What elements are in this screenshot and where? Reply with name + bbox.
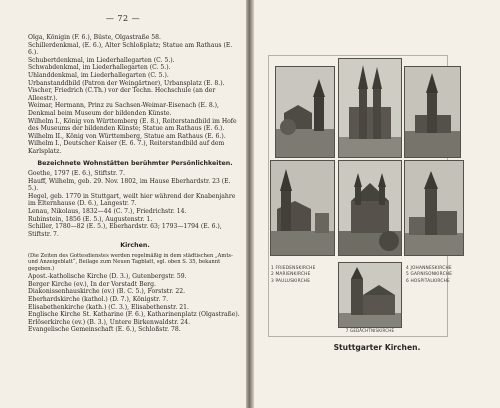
church-photo-7: [338, 262, 402, 328]
monument-entry: Schillerdenkmal, (E. 6.), Alter Schloßplatz; Statue am Rathaus (E. 6.).: [28, 41, 233, 57]
church-label-7: 7 GEDÄCHTNISKIRCHE: [345, 328, 395, 333]
monument-entry: Wilhelm I., König von Württemberg (E. 8.), Reiterstandbild im Hofe des Museums der bildenden Künste; Statue am Rathaus (E. 6.).: [28, 117, 237, 133]
monument-entry: Uhlanddenkmal, im Liederhallegarten (C. 5.).: [28, 71, 169, 79]
church-labels-left: [271, 266, 329, 285]
church-label-4: 4 JOHANNESKIRCHE: [406, 266, 452, 271]
church-entry: Erlöserkirche (ev.) (B. 3.), Untere Birkenwaldstr. 24.: [28, 318, 191, 326]
churches-note: (Die Zeiten des Gottesdienstes werden regelmäßig in dem städtischen „Amts- und Anzeigeblatt“, Beilage zum Neuen Tagblatt, sgl. oben S. 35, bekannt gegeben.): [28, 253, 233, 272]
church-entry: Berger Kirche (ev.), In der Vorstadt Berg.: [28, 280, 156, 288]
church-photo-1: [275, 66, 335, 158]
heading-residences: Bezeichnete Wohnstätten berühmter Persönlichkeiten.: [37, 159, 233, 167]
residence-entry: Hegel, geb. 1770 in Stuttgart, weilt hier während der Knabenjahre im Elternhause (D. 6.), Langestr. 7.: [28, 192, 236, 208]
church-label-6: 6 HOSPITALKIRCHE: [406, 278, 450, 284]
monument-list: [28, 34, 242, 156]
plate-caption: Stuttgarter Kirchen.: [333, 343, 421, 352]
church-entry: Englische Kirche St. Katharine (F. 6.), Katharinenplatz (Olgastraße).: [28, 311, 240, 319]
church-entry: Evangelische Gemeinschaft (E. 6.), Schloßstr. 78.: [28, 326, 181, 334]
church-photo-5: [338, 160, 402, 256]
monument-entry: Schwabdenkmal, im Liederhallegarten (C. 5.).: [28, 64, 171, 72]
residence-entry: Rubinstein, 1856 (E. 5.), Augustenstr. 1.: [28, 215, 153, 223]
book-gutter: [246, 0, 254, 408]
left-page-text: [28, 34, 242, 334]
church-entry: Apost.-katholische Kirche (D. 3.), Gutenbergstr. 59.: [28, 273, 187, 281]
church-photo-4: [270, 160, 335, 256]
church-label-2: 2 MARIENKIRCHE: [271, 272, 311, 278]
church-list: [28, 273, 242, 334]
monument-entry: Urbanstanddbild (Patron der Weingärtner), Urbansplatz (E. 8.).: [28, 79, 225, 87]
church-label-5: 5 GARNISONKIRCHE: [406, 272, 453, 278]
monument-entry: Weimar, Hermann, Prinz zu Sachsen-Weimar-Eisenach (E. 8.), Denkmal beim Museum der bildenden Künste.: [28, 102, 219, 117]
residence-list: [28, 170, 242, 238]
church-photo-2: [338, 58, 402, 158]
residence-entry: Schiller, 1780—82 (E. 5.), Eberhardstr. 63; 1793—1794 (E. 6.), Stiftstr. 7.: [28, 223, 222, 238]
monument-entry: Schubertdenkmal, im Liederhallegarten (C. 5.).: [28, 56, 175, 64]
right-page: [254, 0, 500, 408]
residence-entry: Goethe, 1797 (E. 6.), Stiftstr. 7.: [28, 170, 125, 178]
residence-entry: Hauff, Wilhelm, geb. 29. Nov. 1802, im Hause Eberhardstr. 23 (E. 5.).: [28, 177, 231, 193]
heading-churches: Kirchen.: [120, 242, 150, 250]
residence-entry: Lenau, Nikolaus, 1832—44 (C. 7.), Friedrichstr. 14.: [28, 208, 187, 216]
church-entry: Elisabethenkirche (kath.) (C. 3.), Elisabethenstr. 21.: [28, 303, 189, 311]
monument-entry: Olga, Königin (F. 6.), Büste, Olgastraße 58.: [28, 34, 161, 41]
page-number: — 72 —: [105, 14, 141, 23]
church-photo-6: [404, 160, 464, 256]
monument-entry: Vischer, Friedrich (C.Th.) vor der Techn. Hochschule (an der Alleestr.).: [28, 87, 216, 102]
church-photo-3: [404, 66, 461, 158]
monument-entry: Wilhelm I., Deutscher Kaiser (E. 6. 7.), Reiterstandbild auf dem Karlsplatz.: [28, 140, 225, 155]
church-label-1: 1 FRIEDENSKIRCHE: [271, 266, 316, 271]
church-labels-right: [406, 266, 464, 285]
church-label-3: 3 PAULUSKIRCHE: [271, 278, 311, 284]
left-page: [0, 0, 246, 408]
church-entry: Eberhardskirche (kathol.) (D. 7.), Königstr. 7.: [28, 296, 169, 304]
church-entry: Diakonissenhauskirche (ev.) (B. C. 5.), Forststr. 22.: [28, 288, 186, 296]
monument-entry: Wilhelm II., König von Württemberg, Statue am Rathaus (E. 6.).: [28, 132, 226, 140]
